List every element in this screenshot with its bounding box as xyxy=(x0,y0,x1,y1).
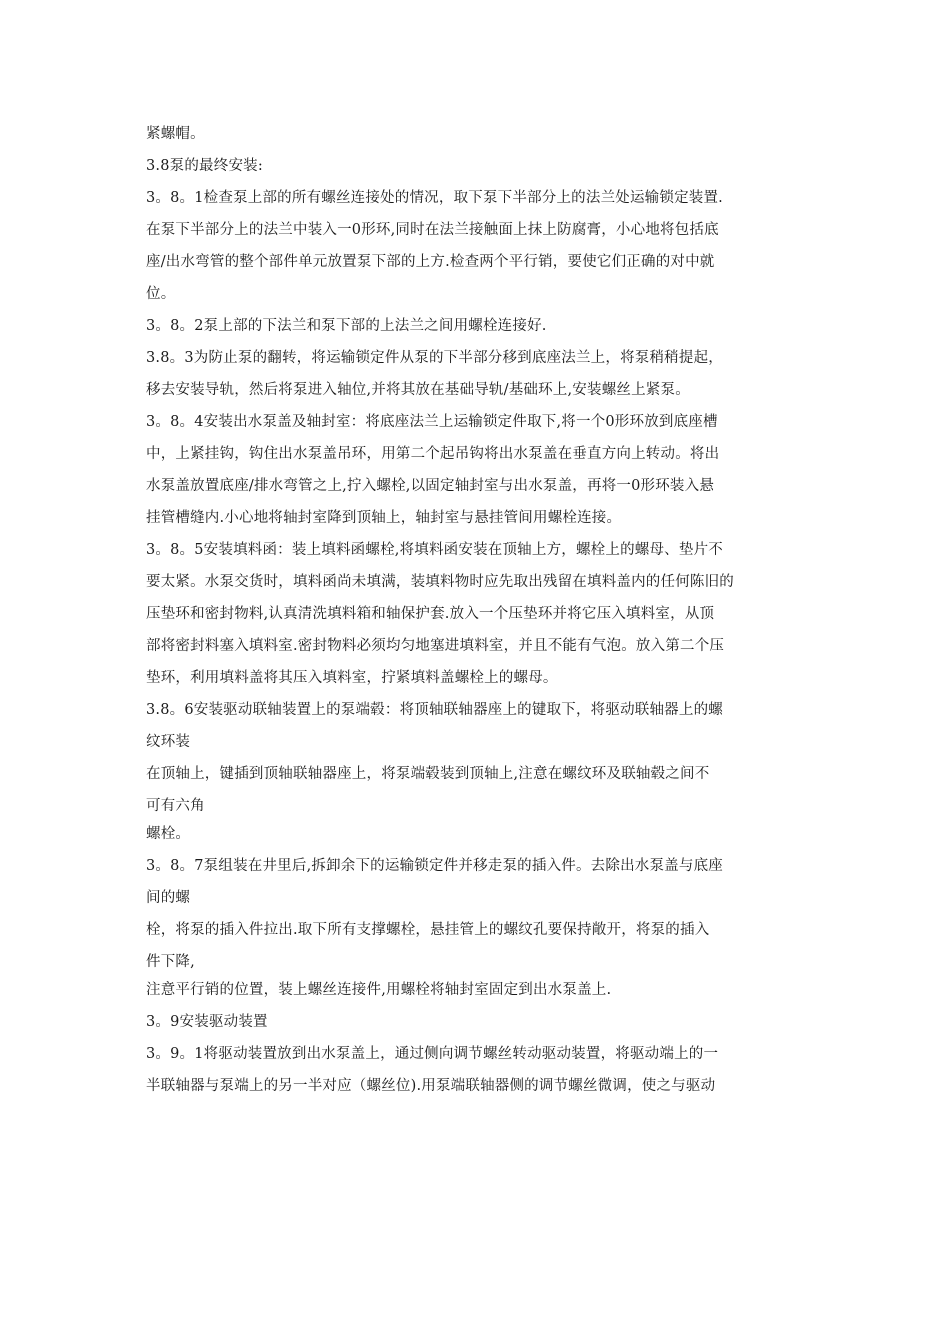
text-line: 间的螺 xyxy=(146,890,191,906)
text-line: 垫环，利用填料盖将其压入填料室，拧紧填料盖螺栓上的螺母。 xyxy=(146,670,558,686)
text-line: 3.8泵的最终安装: xyxy=(146,158,263,174)
text-line: 在顶轴上，键插到顶轴联轴器座上，将泵端毂装到顶轴上,注意在螺纹环及联轴毂之间不 xyxy=(146,766,710,782)
text-line: 3。9。1将驱动装置放到出水泵盖上，通过侧向调节螺丝转动驱动装置，将驱动端上的一 xyxy=(146,1046,719,1062)
text-line: 注意平行销的位置，装上螺丝连接件,用螺栓将轴封室固定到出水泵盖上. xyxy=(146,982,612,998)
text-line: 压垫环和密封物料,认真清洗填料箱和轴保护套.放入一个压垫环并将它压入填料室，从顶 xyxy=(146,606,715,622)
text-line: 3。8。5安装填料函：装上填料函螺栓,将填料函安装在顶轴上方，螺栓上的螺母、垫片不 xyxy=(146,542,723,558)
text-line: 部将密封料塞入填料室.密封物料必须均匀地塞进填料室，并且不能有气泡。放入第二个压 xyxy=(146,638,725,654)
text-line: 3。8。4安装出水泵盖及轴封室：将底座法兰上运输锁定件取下,将一个0形环放到底座槽 xyxy=(146,414,718,430)
text-line: 在泵下半部分上的法兰中装入一0形环,同时在法兰接触面上抹上防腐膏，小心地将包括底 xyxy=(146,222,719,238)
text-line: 可有六角 xyxy=(146,798,205,814)
text-line: 半联轴器与泵端上的另一半对应（螺丝位).用泵端联轴器侧的调节螺丝微调，使之与驱动 xyxy=(146,1078,716,1094)
document-body xyxy=(146,124,816,1108)
text-line: 栓，将泵的插入件拉出.取下所有支撑螺栓，悬挂管上的螺纹孔要保持敞开，将泵的插入 xyxy=(146,922,710,938)
text-line: 3.8。3为防止泵的翻转，将运输锁定件从泵的下半部分移到底座法兰上，将泵稍稍提起， xyxy=(146,350,723,366)
text-line: 位。 xyxy=(146,286,176,302)
text-line: 3.8。6安装驱动联轴装置上的泵端毂：将顶轴联轴器座上的键取下，将驱动联轴器上的螺 xyxy=(146,702,723,718)
text-line: 挂管槽缝内.小心地将轴封室降到顶轴上，轴封室与悬挂管间用螺栓连接。 xyxy=(146,510,622,526)
text-line: 要太紧。水泵交货时，填料函尚未填满，装填料物时应先取出残留在填料盖内的任何陈旧的 xyxy=(146,574,734,590)
text-line: 3。8。7泵组装在井里后,拆卸余下的运输锁定件并移走泵的插入件。去除出水泵盖与底座 xyxy=(146,858,723,874)
text-line: 3。8。2泵上部的下法兰和泵下部的上法兰之间用螺栓连接好. xyxy=(146,318,547,334)
text-line: 水泵盖放置底座/排水弯管之上,拧入螺栓,以固定轴封室与出水泵盖，再将一0形环装入悬 xyxy=(146,478,715,494)
text-line: 3。9安装驱动装置 xyxy=(146,1014,268,1030)
text-line: 紧螺帽。 xyxy=(146,126,205,142)
text-line: 3。8。1检查泵上部的所有螺丝连接处的情况，取下泵下半部分上的法兰处运输锁定装置. xyxy=(146,190,723,206)
text-line: 中，上紧挂钩，钩住出水泵盖吊环，用第二个起吊钩将出水泵盖在垂直方向上转动。将出 xyxy=(146,446,720,462)
text-line: 螺栓。 xyxy=(146,826,191,842)
text-line: 座/出水弯管的整个部件单元放置泵下部的上方.检查两个平行销，要使它们正确的对中就 xyxy=(146,254,715,270)
text-line: 件下降, xyxy=(146,954,195,970)
text-line: 移去安装导轨，然后将泵进入轴位,并将其放在基础导轨/基础环上,安装螺丝上紧泵。 xyxy=(146,382,690,398)
text-line: 纹环装 xyxy=(146,734,191,750)
